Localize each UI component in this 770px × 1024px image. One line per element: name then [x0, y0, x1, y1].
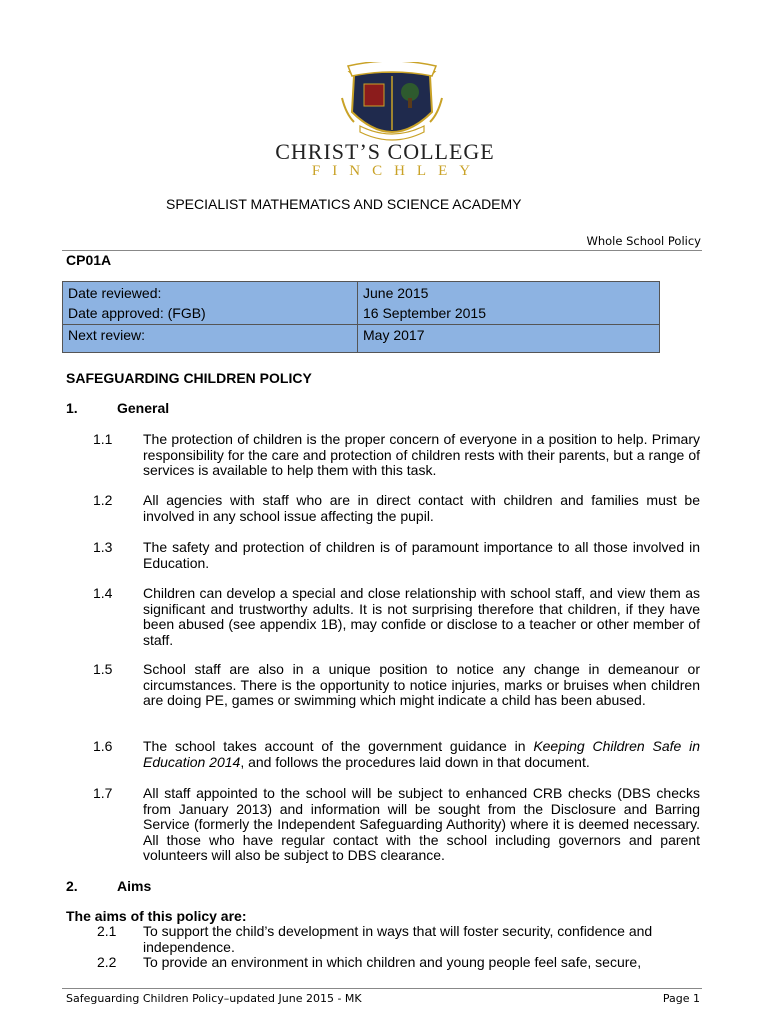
paragraph-number: 1.7	[93, 785, 113, 801]
paragraph-1-6	[66, 739, 700, 770]
section-2-title: Aims	[117, 878, 152, 894]
date-reviewed-value: June 2015	[363, 285, 429, 301]
paragraph-text-end: , and follows the procedures laid down in that document.	[240, 753, 590, 770]
aims-intro: The aims of this policy are:	[66, 908, 247, 924]
policy-code: CP01A	[66, 252, 112, 268]
footer-divider	[62, 988, 702, 989]
college-name: CHRIST’S COLLEGE	[275, 139, 495, 164]
section-2-heading	[66, 878, 151, 894]
section-1-title: General	[117, 400, 170, 416]
paragraph-1-1	[66, 432, 700, 479]
section-1-number: 1.	[66, 400, 78, 416]
paragraph-1-2	[66, 493, 700, 524]
section-2-number: 2.	[66, 878, 78, 894]
paragraph-text: Children can develop a special and close relationship with school staff, and view them as significant and trustworthy adults. It is not surprising therefore that children, if they have been abused (see appendix 1B), may confide or disclose to a teacher or other member of staff.	[143, 585, 700, 648]
paragraph-number: 1.4	[93, 585, 113, 601]
date-approved-label: Date approved: (FGB)	[68, 305, 206, 321]
college-location: FINCHLEY	[311, 163, 483, 179]
policy-type-label: Whole School Policy	[586, 234, 701, 248]
paragraph-text	[143, 739, 700, 770]
footer-document-info: Safeguarding Children Policy–updated June 2015 - MK	[66, 992, 362, 1005]
guidance-title: Keeping Children Safe in Education 2014	[143, 738, 700, 770]
paragraph-number: 1.1	[93, 431, 113, 447]
paragraph-1-5	[66, 662, 700, 709]
footer-page-number: Page 1	[662, 992, 700, 1005]
paragraph-number: 1.5	[93, 661, 113, 677]
section-1-heading	[66, 400, 169, 416]
date-approved-value: 16 September 2015	[363, 305, 486, 321]
paragraph-1-3	[66, 540, 700, 571]
paragraph-text: The protection of children is the proper concern of everyone in a position to help. Primary responsibility for the care and protection of children rests with their parents, but a range of services is available to help them with this task.	[143, 431, 700, 478]
review-dates-table	[62, 281, 660, 353]
paragraph-text: The safety and protection of children is of paramount importance to all those involved in Education.	[143, 539, 700, 571]
aim-number: 2.1	[97, 923, 117, 939]
paragraph-number: 1.2	[93, 492, 113, 508]
paragraph-number: 1.3	[93, 539, 113, 555]
paragraph-text: All agencies with staff who are in direct contact with children and families must be involved in any school issue affecting the pupil.	[143, 492, 700, 524]
paragraph-1-7	[66, 786, 700, 864]
next-review-label: Next review:	[68, 327, 146, 343]
aim-text: To provide an environment in which children and young people feel safe, secure,	[143, 954, 642, 970]
paragraph-number: 1.6	[93, 738, 113, 754]
paragraph-text: School staff are also in a unique position to notice any change in demeanour or circumstances. There is the opportunity to notice injuries, marks or bruises when children are doing PE, games or swimming which might indicate a child has been abused.	[143, 661, 700, 708]
paragraph-text-start: The school takes account of the government guidance in	[143, 738, 534, 754]
college-crest-logo	[340, 62, 444, 148]
next-review-value: May 2017	[363, 327, 425, 343]
aim-text: To support the child’s development in ways that will foster security, confidence and independence.	[143, 923, 653, 955]
header-divider	[62, 250, 702, 251]
policy-title: SAFEGUARDING CHILDREN POLICY	[66, 370, 312, 386]
date-reviewed-label: Date reviewed:	[68, 285, 162, 301]
aim-2-2	[66, 955, 700, 971]
aim-2-1	[66, 924, 700, 955]
paragraph-1-4	[66, 586, 700, 648]
academy-title: SPECIALIST MATHEMATICS AND SCIENCE ACADEMY	[166, 196, 522, 212]
paragraph-text: All staff appointed to the school will be subject to enhanced CRB checks (DBS checks from January 2013) and information will be sought from the Disclosure and Barring Service (formerly the Independent Safeguarding Authority) where it is deemed necessary. All those who have regular contact with the school including governors and parent volunteers will also be subject to DBS clearance.	[143, 785, 700, 863]
aim-number: 2.2	[97, 954, 117, 970]
